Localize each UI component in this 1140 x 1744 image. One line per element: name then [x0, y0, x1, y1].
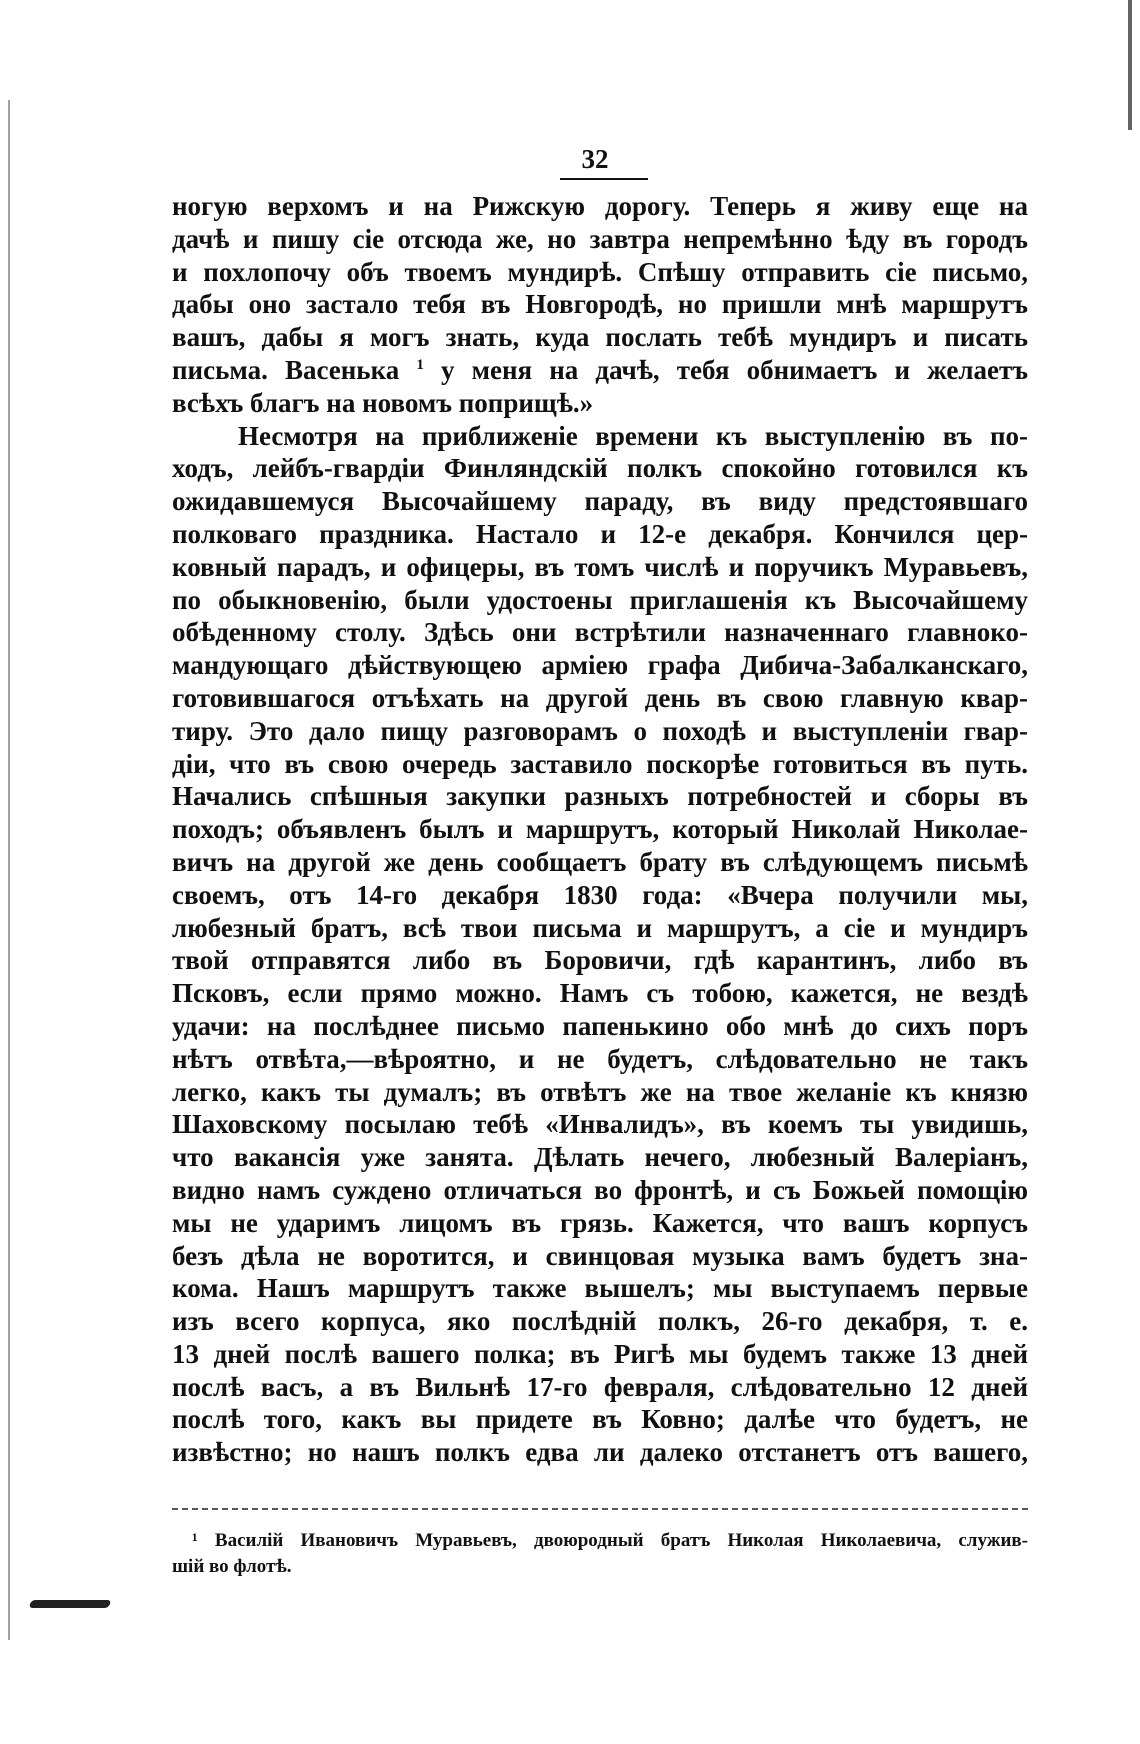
- text-line: Шаховскому посылаю тебѣ «Инвалидъ», въ коемъ ты увидишь,: [172, 1109, 1028, 1140]
- text-line: 13 дней послѣ вашего полка; въ Ригѣ мы будемъ также 13 дней: [172, 1338, 1028, 1369]
- ink-smudge: [29, 1600, 112, 1608]
- text-line: своемъ, отъ 14-го декабря 1830 года: «Вчера получили мы,: [172, 879, 1028, 910]
- text-line: походъ; объявленъ былъ и маршрутъ, который Николай Николае-: [172, 814, 1028, 845]
- text-line: нѣтъ отвѣта,—вѣроятно, и не будетъ, слѣдовательно не такъ: [172, 1043, 1028, 1074]
- text-line: послѣ того, какъ вы придете въ Ковно; далѣе что будетъ, не: [172, 1404, 1028, 1435]
- footnote-separator: [172, 1508, 1028, 1512]
- binding-edge: [8, 100, 24, 1640]
- body-text: [172, 190, 1028, 1469]
- text-line-with-footnote: [172, 354, 1028, 387]
- text-line: по обыкновенію, были удостоены приглашенія къ Высочайшему: [172, 584, 1028, 615]
- text-line: вашъ, дабы я могъ знать, куда послать тебѣ мундиръ и писать: [172, 322, 1028, 353]
- page-number: 32: [581, 144, 609, 174]
- text-line: тиру. Это дало пищу разговорамъ о походѣ и выступленіи гвар-: [172, 715, 1028, 746]
- text-line: извѣстно; но нашъ полкъ едва ли далеко отстанетъ отъ вашего,: [172, 1437, 1028, 1468]
- text-line: обѣденному столу. Здѣсь они встрѣтили назначеннаго главноко-: [172, 617, 1028, 648]
- footnote: [172, 1528, 1028, 1580]
- text-line: всѣхъ благъ на новомъ поприщѣ.»: [172, 387, 594, 418]
- footnote-line: шій во флотѣ.: [172, 1556, 292, 1577]
- text-line: легко, какъ ты думалъ; въ отвѣтъ же на твое желаніе къ князю: [172, 1076, 1028, 1107]
- text-line: любезный братъ, всѣ твои письма и маршрутъ, а сіе и мундиръ: [172, 912, 1028, 943]
- text-line: видно намъ суждено отличаться во фронтѣ, и съ Божьей помощію: [172, 1174, 1028, 1205]
- footnote-reference: 1: [416, 356, 424, 373]
- footnote-text: Василій Ивановичъ Муравьевъ, двоюродный братъ Николая Николаевича, служив-: [214, 1530, 1029, 1551]
- text-line: кома. Нашъ маршрутъ также вышелъ; мы выступаемъ первые: [172, 1273, 1028, 1304]
- text-line: мы не ударимъ лицомъ въ грязь. Кажется, что вашъ корпусъ: [172, 1207, 1028, 1238]
- text-line: готовившагося отъѣхать на другой день въ свою главную квар-: [172, 682, 1028, 713]
- page-edge-mark: [1128, 0, 1132, 130]
- text-line: удачи: на послѣднее письмо папенькино обо мнѣ до сихъ поръ: [172, 1010, 1028, 1041]
- text-line: Псковъ, если прямо можно. Намъ съ тобою, кажется, не вездѣ: [172, 978, 1028, 1009]
- page-number-rule: [560, 178, 648, 180]
- text-line: послѣ васъ, а въ Вильнѣ 17-го февраля, слѣдовательно 12 дней: [172, 1371, 1028, 1402]
- text-line: и похлопочу объ твоемъ мундирѣ. Спѣшу отправить сіе письмо,: [172, 256, 1028, 287]
- text-line: что вакансія уже занята. Дѣлать нечего, любезный Валеріанъ,: [172, 1142, 1028, 1173]
- text-line: вичъ на другой же день сообщаетъ брату въ слѣдующемъ письмѣ: [172, 846, 1028, 877]
- text-line: ожидавшемуся Высочайшему параду, въ виду предстоявшаго: [172, 486, 1028, 517]
- text-line: ходъ, лейбъ-гвардіи Финляндскій полкъ спокойно готовился къ: [172, 453, 1028, 484]
- text-line: ковный парадъ, и офицеры, въ томъ числѣ и поручикъ Муравьевъ,: [172, 551, 1028, 582]
- text-line: мандующаго дѣйствующею арміею графа Дибича-Забалканскаго,: [172, 650, 1028, 681]
- text-fragment: у меня на дачѣ, тебя обнимаетъ и желаетъ: [440, 354, 1029, 385]
- text-line: дачѣ и пишу сіе отсюда же, но завтра непремѣнно ѣду въ городъ: [172, 223, 1028, 254]
- text-line: ногую верхомъ и на Рижскую дорогу. Теперь я живу еще на: [172, 191, 1028, 221]
- text-line: Начались спѣшныя закупки разныхъ потребностей и сборы въ: [172, 781, 1028, 812]
- footnote-marker: ¹: [192, 1530, 198, 1551]
- paragraph-start-line: Несмотря на приближеніе времени къ выступленію въ по-: [238, 420, 1028, 451]
- text-line: твой отправятся либо въ Боровичи, гдѣ карантинъ, либо въ: [172, 945, 1028, 976]
- text-line: дабы оно застало тебя въ Новгородѣ, но пришли мнѣ маршрутъ: [172, 289, 1028, 320]
- text-line: діи, что въ свою очередь заставило поскорѣе готовиться въ путь.: [172, 748, 1028, 779]
- text-fragment: письма. Васенька: [172, 354, 400, 385]
- text-line: безъ дѣла не воротится, и свинцовая музыка вамъ будетъ зна-: [172, 1240, 1028, 1271]
- text-line: изъ всего корпуса, яко послѣдній полкъ, 26-го декабря, т. е.: [172, 1306, 1028, 1337]
- text-line: полковаго праздника. Настало и 12-е декабря. Кончился цер-: [172, 518, 1028, 549]
- footnote-line: [172, 1528, 1028, 1554]
